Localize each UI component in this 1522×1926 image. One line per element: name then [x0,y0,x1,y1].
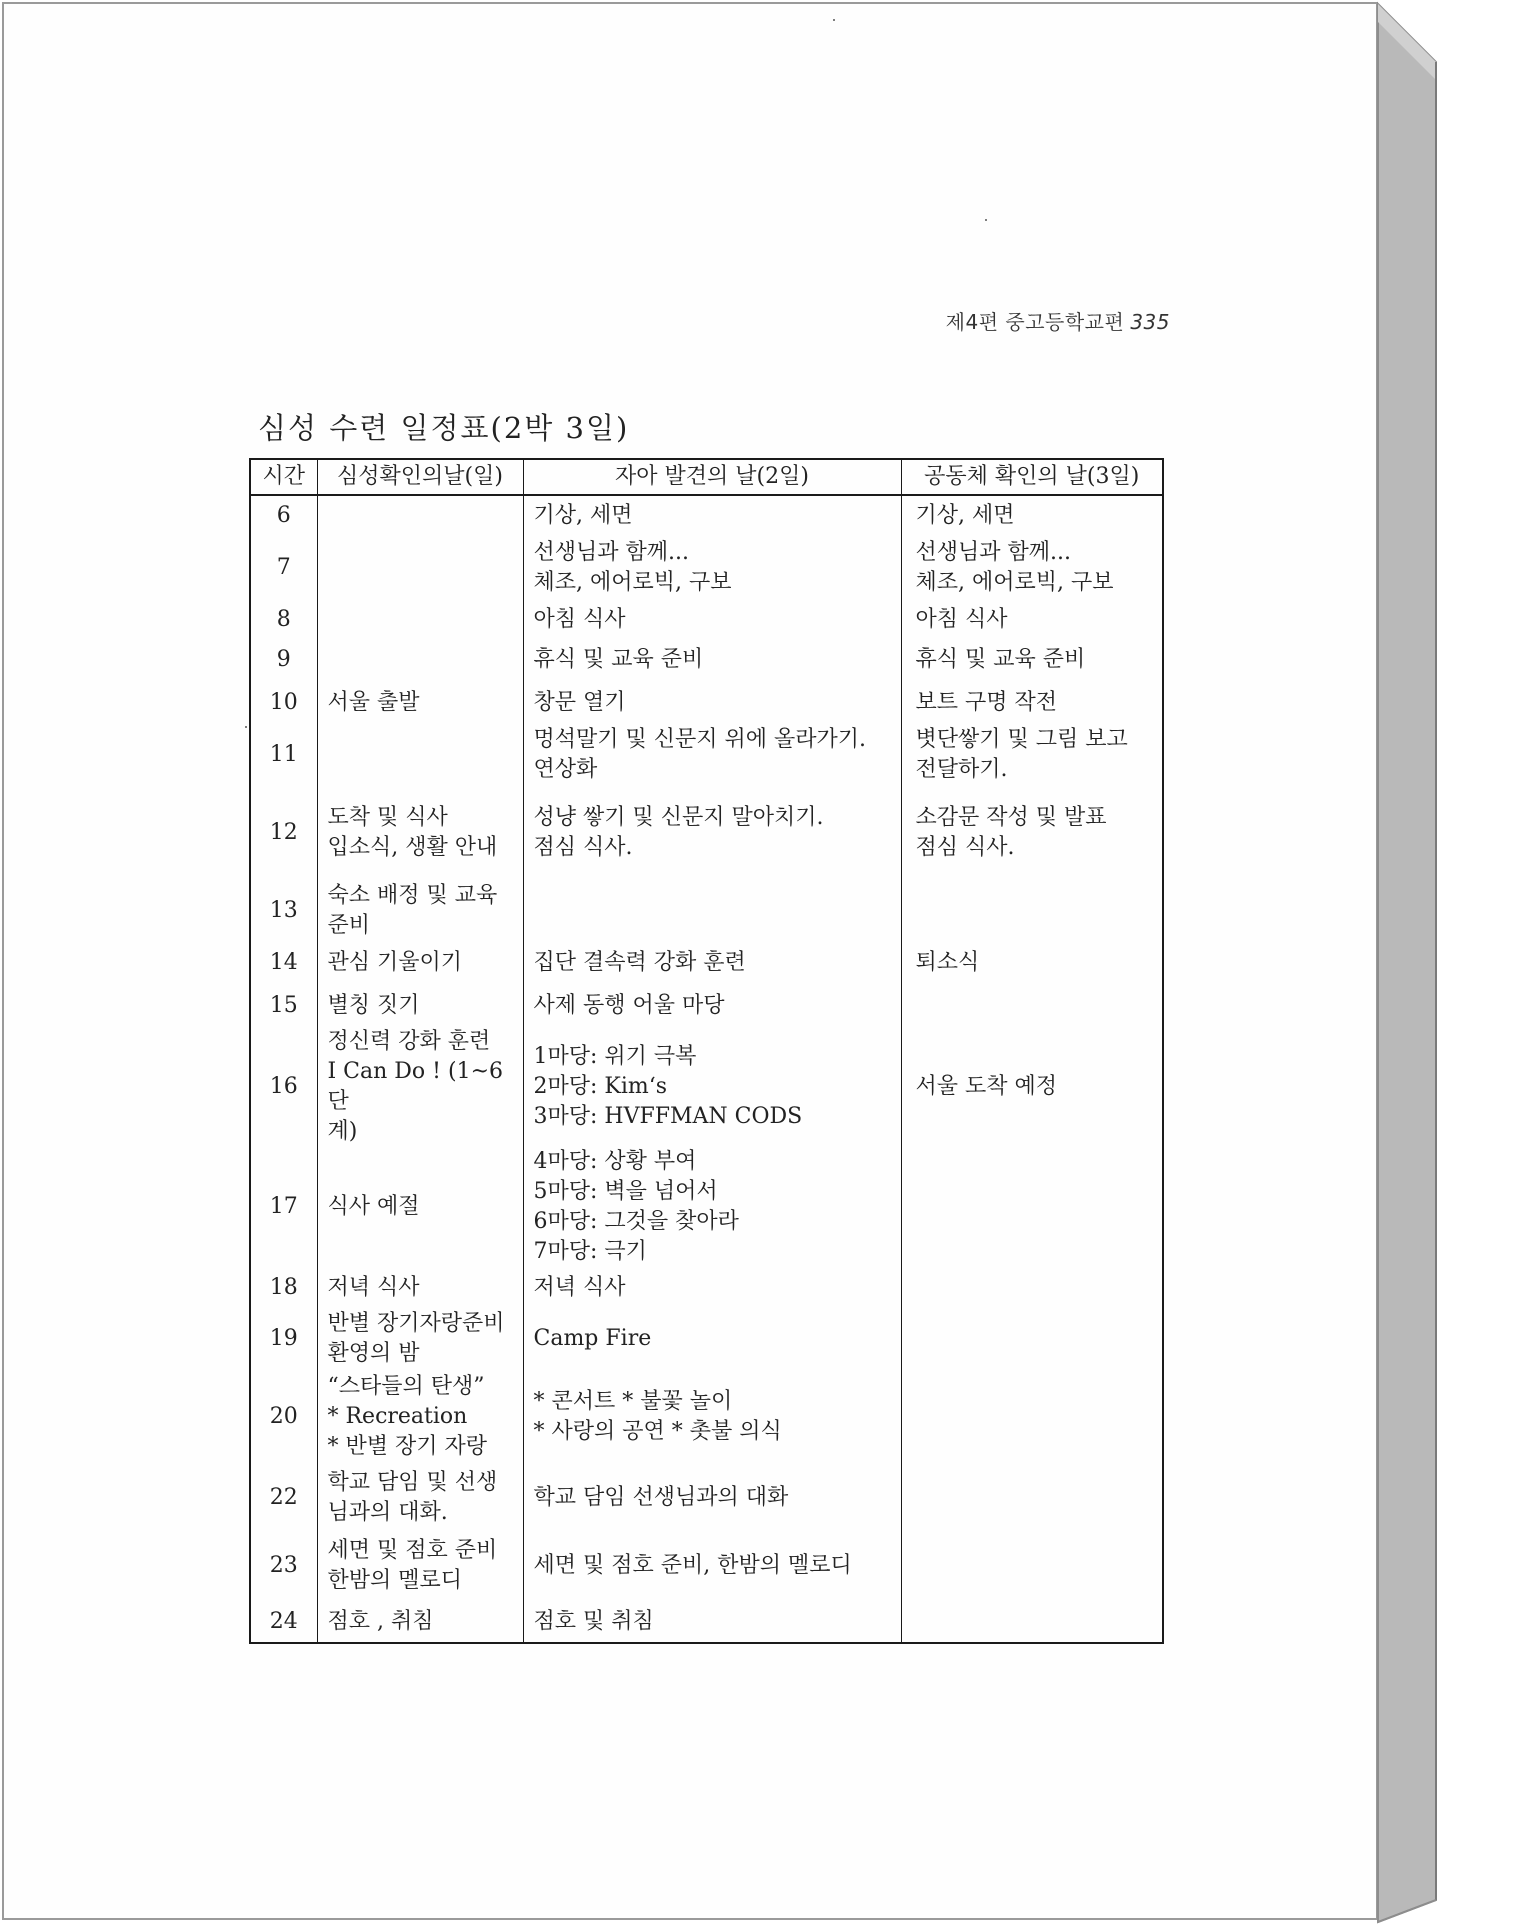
running-head [900,306,1170,335]
scan-speck [985,219,987,221]
day1-cell: 세면 및 점호 준비 한밤의 멜로디 [317,1531,523,1601]
day2-cell: 저녁 식사 [523,1267,901,1309]
day2-cell: 창문 열기 [523,681,901,725]
day1-cell: “스타들의 탄생” * Recreation * 반별 장기 자랑 [317,1369,523,1465]
day1-cell: 숙소 배정 및 교육 준비 [317,881,523,941]
time-cell: 16 [250,1027,317,1147]
day3-cell: 휴식 및 교육 준비 [901,639,1163,681]
time-cell: 14 [250,941,317,985]
day3-cell [901,1369,1163,1465]
table-header-row [250,459,1163,495]
table-row [250,1531,1163,1601]
day2-cell: 휴식 및 교육 준비 [523,639,901,681]
time-cell: 15 [250,985,317,1027]
day3-cell [901,1601,1163,1643]
day2-cell: 4마당: 상황 부여 5마당: 벽을 넘어서 6마당: 그것을 찾아라 7마당: 극기 [523,1147,901,1267]
day2-cell: 점호 및 취침 [523,1601,901,1643]
day2-cell: 멍석말기 및 신문지 위에 올라가기. 연상화 [523,725,901,785]
day3-cell: 볏단쌓기 및 그림 보고 전달하기. [901,725,1163,785]
time-cell: 10 [250,681,317,725]
time-cell: 23 [250,1531,317,1601]
table-row [250,681,1163,725]
time-cell: 20 [250,1369,317,1465]
table-row [250,985,1163,1027]
time-cell: 13 [250,881,317,941]
day3-cell: 선생님과 함께... 체조, 에어로빅, 구보 [901,535,1163,601]
day2-cell: 아침 식사 [523,601,901,639]
table-row [250,1601,1163,1643]
day3-cell: 소감문 작성 및 발표 점심 식사. [901,785,1163,881]
day1-cell: 도착 및 식사 입소식, 생활 안내 [317,785,523,881]
running-head-label: 제4편 중고등학교편 [945,310,1125,334]
day3-cell: 아침 식사 [901,601,1163,639]
day2-cell: 집단 결속력 강화 훈련 [523,941,901,985]
header-day1: 심성확인의날(일) [317,459,523,495]
day1-cell: 정신력 강화 훈련 I Can Do ! (1~6단 계) [317,1027,523,1147]
scan-speck [245,726,247,728]
time-cell: 12 [250,785,317,881]
header-day2: 자아 발견의 날(2일) [523,459,901,495]
day1-cell [317,601,523,639]
header-day3: 공동체 확인의 날(3일) [901,459,1163,495]
table-row [250,881,1163,941]
day2-cell: 사제 동행 어울 마당 [523,985,901,1027]
day1-cell [317,535,523,601]
table-row [250,1369,1163,1465]
day1-cell [317,639,523,681]
day2-cell: 학교 담임 선생님과의 대화 [523,1465,901,1531]
day1-cell: 저녁 식사 [317,1267,523,1309]
time-cell: 7 [250,535,317,601]
day2-cell: * 콘서트 * 불꽃 놀이 * 사랑의 공연 * 촛불 의식 [523,1369,901,1465]
time-cell: 9 [250,639,317,681]
time-cell: 22 [250,1465,317,1531]
time-cell: 24 [250,1601,317,1643]
day1-cell: 별칭 짓기 [317,985,523,1027]
day3-cell [901,881,1163,941]
day3-cell [901,1267,1163,1309]
table-row [250,495,1163,535]
day1-cell: 서울 출발 [317,681,523,725]
header-time: 시간 [250,459,317,495]
day1-cell: 식사 예절 [317,1147,523,1267]
schedule-table [249,458,1164,1644]
day3-cell [901,1531,1163,1601]
day3-cell [901,985,1163,1027]
table-row [250,535,1163,601]
day1-cell: 관심 기울이기 [317,941,523,985]
time-cell: 8 [250,601,317,639]
time-cell: 18 [250,1267,317,1309]
day2-cell: 선생님과 함께... 체조, 에어로빅, 구보 [523,535,901,601]
day3-cell [901,1147,1163,1267]
day3-cell: 기상, 세면 [901,495,1163,535]
table-row [250,785,1163,881]
day2-cell: Camp Fire [523,1309,901,1369]
day2-cell: 1마당: 위기 극복 2마당: Kim‘s 3마당: HVFFMAN CODS [523,1027,901,1147]
day1-cell [317,725,523,785]
table-row [250,1465,1163,1531]
day3-cell [901,1309,1163,1369]
table-row [250,1147,1163,1267]
day3-cell [901,1465,1163,1531]
table-row [250,1027,1163,1147]
day3-cell: 퇴소식 [901,941,1163,985]
time-cell: 17 [250,1147,317,1267]
page-number: 335 [1130,310,1170,334]
day1-cell [317,495,523,535]
table-row [250,725,1163,785]
table-row [250,601,1163,639]
day1-cell: 반별 장기자랑준비 환영의 밤 [317,1309,523,1369]
day2-cell: 세면 및 점호 준비, 한밤의 멜로디 [523,1531,901,1601]
day2-cell [523,881,901,941]
day1-cell: 점호 , 취침 [317,1601,523,1643]
table-row [250,1309,1163,1369]
day2-cell: 기상, 세면 [523,495,901,535]
day2-cell: 성냥 쌓기 및 신문지 말아치기. 점심 식사. [523,785,901,881]
table-row [250,1267,1163,1309]
time-cell: 19 [250,1309,317,1369]
time-cell: 6 [250,495,317,535]
table-row [250,941,1163,985]
table-row [250,639,1163,681]
day1-cell: 학교 담임 및 선생 님과의 대화. [317,1465,523,1531]
document-title: 심성 수련 일정표(2박 3일) [258,411,630,445]
day3-cell: 보트 구명 작전 [901,681,1163,725]
scan-speck [833,19,835,21]
day3-cell: 서울 도착 예정 [901,1027,1163,1147]
time-cell: 11 [250,725,317,785]
